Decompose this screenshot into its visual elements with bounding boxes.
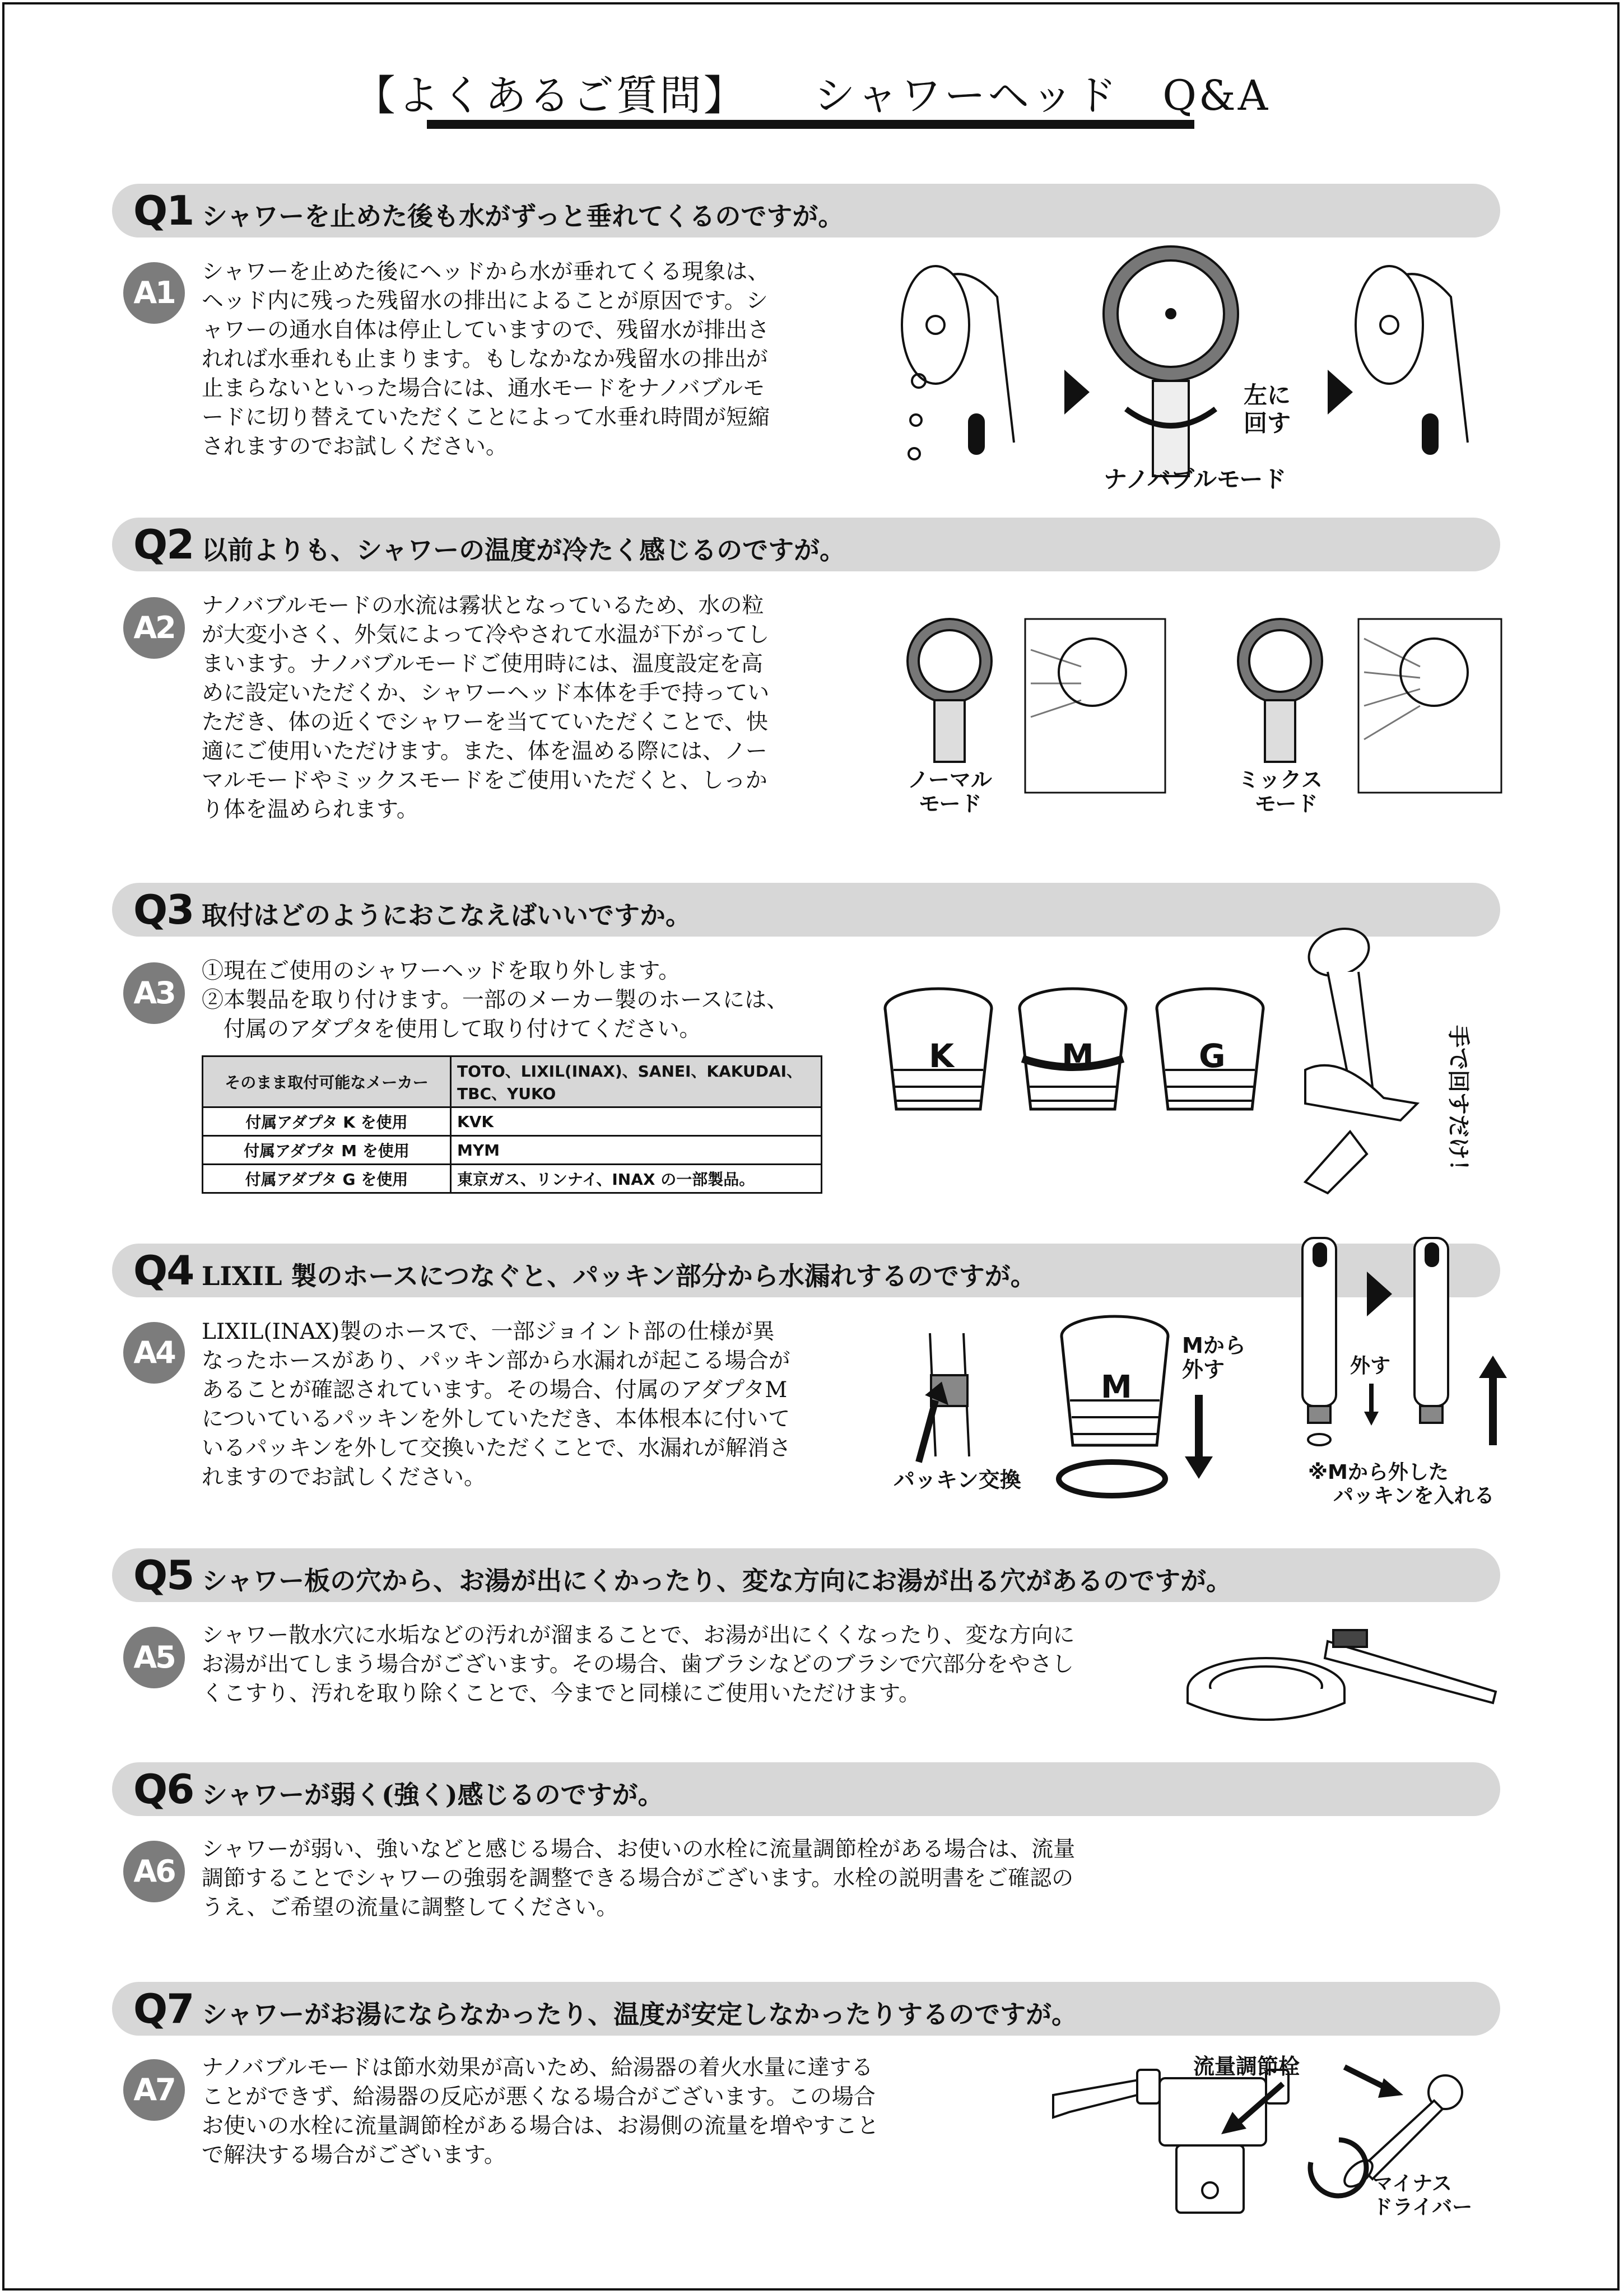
adapter-table <box>202 1055 822 1194</box>
question-bar-6 <box>112 1762 1500 1816</box>
adapter-m-label: M <box>1062 1037 1094 1075</box>
question-number: Q1 <box>133 187 194 234</box>
answer-text-1: シャワーを止めた後にヘッドから水が垂れてくる現象は、 ヘッド内に残った残留水の排出によることが原因です。シ ャワーの通水自体は停止していますので、残留水が排出さ れれば水垂れも止まります。もしなかなか残留水の排出が 止まらないといった場合には、通水モードをナノバブルモ ードに切り替えていただくことによって水垂れ時間が短縮 されますのでお試しください。 <box>202 259 770 459</box>
shower-head-dripping-icon <box>902 266 1014 459</box>
answer-badge-6: A6 <box>123 1841 185 1902</box>
question-text: シャワー板の穴から、お湯が出にくかったり、変な方向にお湯が出る穴があるのですが。 <box>202 1566 1232 1596</box>
packing-note-label-1: ※Mから外した <box>1308 1461 1449 1484</box>
toothbrush-icon <box>1325 1630 1496 1703</box>
adapter-g-label: G <box>1199 1037 1226 1075</box>
figure-a3 <box>880 919 1507 1199</box>
normal-mode-head-icon <box>908 619 992 762</box>
table-row: 付属アダプタ G を使用 東京ガス、リンナイ、INAX の一部製品。 <box>203 1165 822 1193</box>
table-row: 付属アダプタ M を使用 MYM <box>203 1136 822 1165</box>
mix-mode-label-2: モード <box>1255 792 1318 816</box>
shower-plate-icon <box>1188 1658 1344 1720</box>
question-number: Q6 <box>133 1766 194 1813</box>
question-text: シャワーを止めた後も水がずっと垂れてくるのですが。 <box>202 201 844 231</box>
adapter-m-label-a4: M <box>1101 1369 1132 1405</box>
question-text: シャワーが弱く(強く)感じるのですが。 <box>202 1780 664 1810</box>
flow-valve-label: 流量調節栓 <box>1193 2054 1300 2079</box>
question-text: シャワーがお湯にならなかったり、温度が安定しなかったりするのですが。 <box>202 1999 1078 2029</box>
adapter-m-packing-icon <box>1059 1316 1168 1496</box>
hand-installing-shower-icon <box>1302 921 1417 1193</box>
arrow-right-icon <box>1064 370 1090 415</box>
packing-exchange-label: パッキン交換 <box>894 1468 1021 1492</box>
table-row: 付属アダプタ K を使用 KVK <box>203 1107 822 1136</box>
answer-text-7: ナノバブルモードは節水効果が高いため、給湯器の着火水量に達する ことができず、給湯器の反応が悪くなる場合がございます。この場合 お使いの水栓に流量調節栓がある場合は、お湯側の流量を増やすこと で解決する場合がございます。 <box>202 2055 880 2168</box>
question-text: LIXIL 製のホースにつなぐと、パッキン部分から水漏れするのですが。 <box>202 1261 1036 1291</box>
figure-a5 <box>1182 1624 1507 1725</box>
page-title: 【よくあるご質問】 シャワーヘッド Q&A <box>353 72 1271 120</box>
question-number: Q7 <box>133 1985 194 2032</box>
figure-a7 <box>1048 2039 1507 2224</box>
screwdriver-label-2: ドライバー <box>1372 2196 1473 2219</box>
arrow-right-icon <box>1328 370 1353 415</box>
answer-badge-2: A2 <box>123 597 185 659</box>
hose-packing-icon <box>919 1333 969 1462</box>
mix-mode-head-icon <box>1238 619 1322 762</box>
remove-from-m-label-2: 外す <box>1182 1357 1225 1382</box>
answer-badge-3: A3 <box>123 962 185 1024</box>
normal-mode-label-2: モード <box>919 792 982 816</box>
question-number: Q4 <box>133 1247 194 1294</box>
question-text: 以前よりも、シャワーの温度が冷たく感じるのですが。 <box>202 535 846 565</box>
mix-mode-label-1: ミックス <box>1238 767 1323 792</box>
question-number: Q5 <box>133 1552 194 1599</box>
answer-text-3: ①現在ご使用のシャワーヘッドを取り外します。 ②本製品を取り付けます。一部のメーカー製のホースには、 付属のアダプタを使用して取り付けてください。 <box>202 958 789 1042</box>
normal-mode-label-1: ノーマル <box>908 767 992 792</box>
shower-handle-icon <box>1302 1238 1336 1445</box>
shower-face-icon <box>1104 246 1238 476</box>
screwdriver-label-1: マイナス <box>1372 2172 1452 2195</box>
question-bar-1 <box>112 184 1500 238</box>
shower-head-icon <box>1356 266 1468 454</box>
faucet-icon <box>1053 2070 1288 2213</box>
question-bar-5 <box>112 1548 1500 1602</box>
rotate-left-label-2: 回す <box>1244 409 1291 437</box>
answer-badge-5: A5 <box>123 1627 185 1688</box>
figure-a2 <box>896 616 1507 829</box>
nanobubble-mode-label: ナノバブルモード <box>1104 465 1287 493</box>
question-number: Q3 <box>133 886 194 933</box>
adapter-k-label: K <box>929 1037 954 1075</box>
arrow-right-icon <box>1367 1272 1392 1316</box>
figure-a4 <box>885 1232 1507 1524</box>
hand-turn-label: 手で回すだけ！ <box>1445 1025 1471 1182</box>
answer-text-5: シャワー散水穴に水垢などの汚れが溜まることで、お湯が出にくくなったり、変な方向に お湯が出てしまう場合がございます。その場合、歯ブラシなどのブラシで穴部分をやさし くこすり、汚れを取り除くことで、今までと同様にご使用いただけます。 <box>202 1623 1075 1706</box>
rotate-left-label-1: 左に <box>1244 381 1291 409</box>
table-row: そのまま取付可能なメーカー TOTO、LIXIL(INAX)、SANEI、KAKUDAI、TBC、YUKO <box>203 1056 822 1107</box>
figure-a1 <box>885 241 1501 499</box>
question-text: 取付はどのようにおこなえばいいですか。 <box>202 900 691 930</box>
answer-badge-1: A1 <box>123 262 185 324</box>
remove-label: 外す <box>1350 1354 1391 1377</box>
answer-badge-4: A4 <box>123 1322 185 1384</box>
answer-text-6: シャワーが弱い、強いなどと感じる場合、お使いの水栓に流量調節栓がある場合は、流量 調節することでシャワーの強弱を調整できる場合がございます。水栓の説明書をご確認の うえ、ご希望の流量に調整してください。 <box>202 1837 1076 1920</box>
question-number: Q2 <box>133 521 194 568</box>
packing-note-label-2: パッキンを入れる <box>1333 1484 1495 1507</box>
answer-text-4: LIXIL(INAX)製のホースで、一部ジョイント部の仕様が異 なったホースがあり、パッキン部から水漏れが起こる場合が あることが確認されています。その場合、付属のアダプタM についているパッキンを外していただき、本体根本に付いて いるパッキンを外して交換いただくことで、水漏れが解消さ れますのでお試しください。 <box>202 1319 791 1490</box>
answer-text-2: ナノバブルモードの水流は霧状となっているため、水の粒 が大変小さく、外気によって冷やされて水温が下がってし まいます。ナノバブルモードご使用時には、温度設定を高 めに設定いただくか、シャワーヘッド本体を手で持ってい ただき、体の近くでシャワーを当てていただくことで、快 適にご使用いただけます。また、体を温める際には、ノー マルモードやミックスモードをご使用いただくと、しっか り体を温められます。 <box>202 593 770 822</box>
title-underline <box>427 120 1194 129</box>
shower-handle-icon <box>1414 1238 1448 1423</box>
remove-from-m-label-1: Mから <box>1182 1333 1246 1358</box>
question-bar-7 <box>112 1982 1500 2036</box>
question-bar-2 <box>112 518 1500 571</box>
answer-badge-7: A7 <box>123 2059 185 2121</box>
